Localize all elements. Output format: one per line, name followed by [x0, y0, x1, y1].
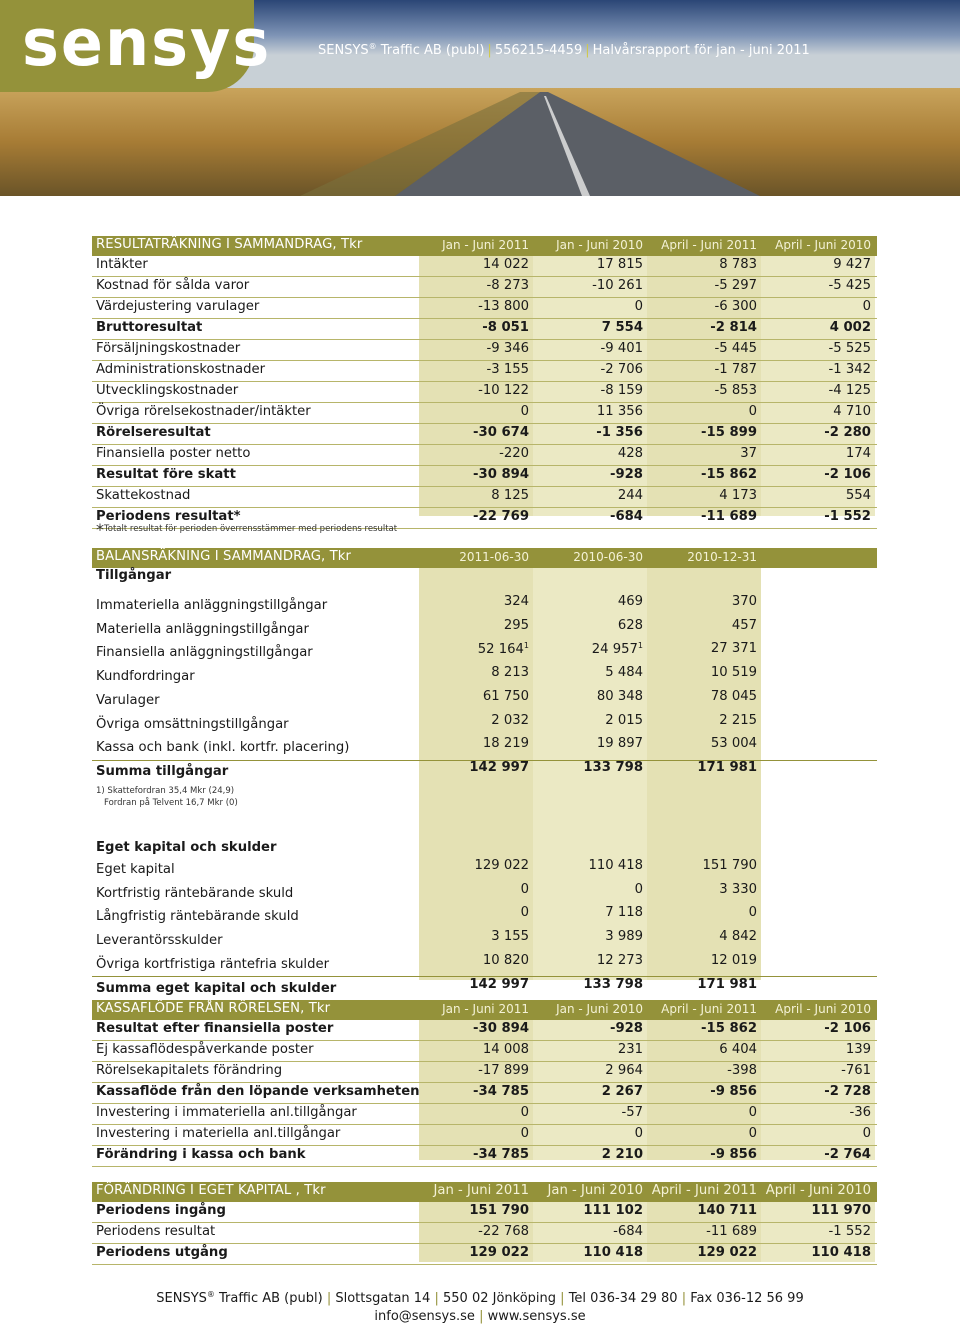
table-title: RESULTATRÄKNING I SAMMANDRAG, Tkr — [96, 237, 363, 252]
row-value: 0 — [520, 905, 529, 921]
table-row — [92, 977, 877, 1001]
row-label: Kortfristig räntebärande skuld — [96, 885, 294, 901]
row-label: Periodens utgång — [96, 1245, 228, 1260]
table-row — [92, 1125, 877, 1146]
row-value: 231 — [617, 1042, 643, 1057]
row-value: 111 970 — [811, 1203, 871, 1218]
row-value: 8 213 — [491, 665, 529, 681]
row-value: 2 015 — [605, 712, 643, 728]
row-value: -9 856 — [710, 1147, 757, 1162]
table-row — [92, 836, 877, 860]
table-body — [92, 568, 877, 996]
balance-note-1: 1) Skattefordran 35,4 Mkr (24,9) — [96, 786, 235, 796]
row-value: -17 899 — [478, 1063, 529, 1078]
table-header — [92, 1182, 877, 1202]
table-row — [92, 929, 877, 953]
footnote-ref: 1 — [637, 641, 643, 651]
row-value: 151 790 — [469, 1203, 529, 1218]
row-value: -1 552 — [828, 1224, 871, 1239]
row-value: -10 122 — [478, 383, 529, 398]
column-header: 2010-06-30 — [573, 550, 643, 564]
row-value: 0 — [634, 881, 643, 897]
row-value: 18 219 — [482, 736, 529, 752]
row-value: 9 427 — [833, 257, 871, 272]
sensys-logo: sensys — [22, 4, 272, 81]
row-value: -34 785 — [473, 1147, 529, 1162]
row-value: 428 — [617, 446, 643, 461]
table-row — [92, 713, 877, 737]
row-value: 244 — [617, 488, 643, 503]
row-value: -5 445 — [714, 341, 757, 356]
row-value: -684 — [609, 509, 643, 524]
column-header: 2011-06-30 — [459, 550, 529, 564]
row-value: 27 371 — [710, 641, 757, 657]
row-value: 52 $164^1$ — [477, 641, 529, 658]
row-value: -4 125 — [828, 383, 871, 398]
row-value: 110 418 — [588, 858, 643, 873]
row-value: 0 — [748, 404, 757, 419]
row-label: Värdejustering varulager — [96, 299, 260, 314]
row-value: -5 853 — [714, 383, 757, 398]
table-row — [92, 319, 877, 340]
row-label: Intäkter — [96, 257, 148, 272]
row-value: 8 783 — [719, 257, 757, 272]
row-value: 142 997 — [469, 976, 529, 992]
table-row — [92, 382, 877, 403]
table-row — [92, 340, 877, 361]
row-label: Resultat efter finansiella poster — [96, 1021, 334, 1036]
column-header: Jan - Juni 2011 — [433, 1183, 529, 1198]
row-value: 17 815 — [596, 257, 643, 272]
column-header: April - Juni 2010 — [765, 1183, 871, 1198]
table-row — [92, 256, 877, 277]
table-title: BALANSRÄKNING I SAMMANDRAG, Tkr — [96, 549, 352, 564]
row-value: 37 — [740, 446, 757, 461]
table-title: FÖRÄNDRING I EGET KAPITAL , Tkr — [96, 1183, 326, 1198]
row-value: -36 — [849, 1105, 871, 1120]
table-row — [92, 665, 877, 689]
row-value: -15 862 — [701, 1021, 757, 1036]
row-value: -220 — [499, 446, 529, 461]
row-value: 554 — [845, 488, 871, 503]
row-value: 142 997 — [469, 759, 529, 775]
row-value: 110 418 — [583, 1245, 643, 1260]
row-value: -1 342 — [828, 362, 871, 377]
row-value: -928 — [609, 467, 643, 482]
row-value: 4 173 — [719, 488, 757, 503]
row-label: Rörelseresultat — [96, 425, 211, 440]
row-value: 129 022 — [697, 1245, 757, 1260]
row-value: 133 798 — [583, 759, 643, 775]
row-value: -2 764 — [824, 1147, 871, 1162]
table-row — [92, 424, 877, 445]
row-label: Periodens resultat — [96, 1224, 216, 1239]
income-footnote: *Totalt resultat för perioden överrensstämmer med periodens resultat — [96, 520, 398, 539]
row-label: Investering i materiella anl.tillgångar — [96, 1126, 341, 1141]
row-value: -761 — [841, 1063, 871, 1078]
row-value: 469 — [617, 594, 643, 609]
table-row — [92, 403, 877, 424]
row-value: -8 051 — [482, 320, 529, 335]
row-label: Administrationskostnader — [96, 362, 265, 377]
footer-web-link[interactable]: www.sensys.se — [487, 1309, 586, 1324]
row-value: 7 554 — [601, 320, 643, 335]
row-value: 6 404 — [719, 1042, 757, 1057]
row-value: -30 674 — [473, 425, 529, 440]
table-row — [92, 564, 877, 588]
row-value: -30 894 — [473, 467, 529, 482]
row-value: 133 798 — [583, 976, 643, 992]
table-row — [92, 905, 877, 929]
row-value: -57 — [621, 1105, 643, 1120]
table-header — [92, 1000, 877, 1020]
row-value: 80 348 — [596, 688, 643, 704]
row-value: -9 346 — [486, 341, 529, 356]
column-header: April - Juni 2010 — [775, 1002, 871, 1016]
balance-sheet-table — [92, 548, 877, 996]
row-value: -2 706 — [600, 362, 643, 377]
row-value: 11 356 — [596, 404, 643, 419]
row-label: Kassaflöde från den löpande verksamheten — [96, 1084, 420, 1099]
row-value: -1 356 — [596, 425, 643, 440]
row-value: -1 787 — [714, 362, 757, 377]
row-value: 5 484 — [605, 665, 643, 681]
row-value: 3 155 — [491, 929, 529, 945]
footnote-ref: 1 — [523, 641, 529, 651]
table-row — [92, 736, 877, 761]
row-value: -398 — [727, 1063, 757, 1078]
column-header: April - Juni 2010 — [775, 238, 871, 252]
row-value: 0 — [634, 1126, 643, 1141]
table-row — [92, 1083, 877, 1104]
row-value: 4 002 — [829, 320, 871, 335]
table-row — [92, 466, 877, 487]
row-value: 2 032 — [491, 712, 529, 728]
income-statement-table — [92, 236, 877, 529]
header-info: SENSYS® Traffic AB (publ) | 556215-4459 | Halvårsrapport för jan - juni 2011 — [318, 42, 810, 58]
table-header — [92, 236, 877, 256]
table-body — [92, 256, 877, 529]
row-label: Tillgångar — [96, 568, 172, 583]
row-value: 12 273 — [596, 952, 643, 968]
row-label: Kassa och bank (inkl. kortfr. placering) — [96, 740, 350, 756]
row-label: Övriga omsättningstillgångar — [96, 716, 289, 732]
row-value: 7 118 — [605, 905, 643, 921]
row-value: 19 897 — [596, 736, 643, 752]
row-value: 140 711 — [697, 1203, 757, 1218]
row-label: Skattekostnad — [96, 488, 191, 503]
row-value: -9 856 — [710, 1084, 757, 1099]
row-value: -684 — [613, 1224, 643, 1239]
row-value: -9 401 — [600, 341, 643, 356]
column-header: Jan - Juni 2010 — [556, 1002, 643, 1016]
row-value: 2 964 — [605, 1063, 643, 1078]
row-value: 174 — [845, 446, 871, 461]
row-value: 3 989 — [605, 929, 643, 945]
row-label: Kostnad för sålda varor — [96, 278, 250, 293]
table-row — [92, 858, 877, 882]
row-value: 4 842 — [719, 929, 757, 945]
row-label: Bruttoresultat — [96, 320, 203, 335]
row-label: Finansiella poster netto — [96, 446, 251, 461]
table-row — [92, 953, 877, 978]
table-row — [92, 1020, 877, 1041]
row-label: Summa eget kapital och skulder — [96, 980, 337, 996]
row-label: Övriga rörelsekostnader/intäkter — [96, 404, 311, 419]
row-value: -2 106 — [824, 467, 871, 482]
row-label: Långfristig räntebärande skuld — [96, 909, 299, 925]
table-row — [92, 594, 877, 618]
row-value: 2 267 — [601, 1084, 643, 1099]
table-row — [92, 487, 877, 508]
table-row — [92, 1202, 877, 1223]
row-label: Eget kapital — [96, 862, 175, 877]
row-value: -15 899 — [701, 425, 757, 440]
row-value: 0 — [520, 1126, 529, 1141]
table-body — [92, 1202, 877, 1265]
row-value: 53 004 — [710, 736, 757, 752]
table-body — [92, 1020, 877, 1167]
table-row — [92, 760, 877, 784]
table-row — [92, 298, 877, 319]
row-value: 12 019 — [710, 952, 757, 968]
row-value: -2 106 — [824, 1021, 871, 1036]
row-value: 0 — [862, 1126, 871, 1141]
row-value: 111 102 — [583, 1203, 643, 1218]
row-value: 628 — [617, 617, 643, 633]
row-value: -34 785 — [473, 1084, 529, 1099]
equity-change-table — [92, 1182, 877, 1265]
row-value: 129 022 — [474, 858, 529, 873]
row-value: -11 689 — [701, 509, 757, 524]
column-header: 2010-12-31 — [687, 550, 757, 564]
row-value: 0 — [520, 404, 529, 419]
column-header: Jan - Juni 2011 — [442, 238, 529, 252]
row-value: 0 — [634, 299, 643, 314]
column-header: Jan - Juni 2010 — [556, 238, 643, 252]
row-value: -13 800 — [478, 299, 529, 314]
row-label: Övriga kortfristiga räntefria skulder — [96, 956, 329, 972]
row-value: 10 519 — [710, 665, 757, 681]
row-label: Resultat före skatt — [96, 467, 236, 482]
table-row — [92, 361, 877, 382]
row-value: -928 — [609, 1021, 643, 1036]
row-label: Kundfordringar — [96, 669, 195, 685]
row-label: Förändring i kassa och bank — [96, 1147, 306, 1162]
footer-email-link[interactable]: info@sensys.se — [374, 1309, 475, 1324]
row-value: 129 022 — [469, 1245, 529, 1260]
row-label: Utvecklingskostnader — [96, 383, 239, 398]
row-value: 4 710 — [833, 404, 871, 419]
row-label: Leverantörsskulder — [96, 933, 223, 949]
row-value: 8 125 — [491, 488, 529, 503]
table-row — [92, 1062, 877, 1083]
row-value: -1 552 — [824, 509, 871, 524]
row-value: 0 — [748, 1105, 757, 1120]
row-label: Eget kapital och skulder — [96, 840, 277, 855]
table-row — [92, 445, 877, 466]
column-header: Jan - Juni 2010 — [547, 1183, 643, 1198]
row-label: Periodens resultat* — [96, 509, 241, 524]
column-header: April - Juni 2011 — [661, 1002, 757, 1016]
row-value: 151 790 — [702, 858, 757, 873]
column-header: Jan - Juni 2011 — [442, 1002, 529, 1016]
row-value: -8 159 — [600, 383, 643, 398]
row-value: -30 894 — [473, 1021, 529, 1036]
row-value: 110 418 — [811, 1245, 871, 1260]
row-value: 78 045 — [710, 688, 757, 704]
row-value: 14 022 — [482, 257, 529, 272]
row-label: Immateriella anläggningstillgångar — [96, 598, 328, 613]
row-label: Periodens ingång — [96, 1203, 226, 1218]
row-value: -22 769 — [473, 509, 529, 524]
row-value: -6 300 — [714, 299, 757, 314]
table-row — [92, 641, 877, 665]
row-label: Materiella anläggningstillgångar — [96, 621, 309, 637]
footer-contact: info@sensys.se | www.sensys.se — [374, 1309, 586, 1324]
row-value: -2 728 — [824, 1084, 871, 1099]
row-label: Ej kassaflödespåverkande poster — [96, 1042, 314, 1057]
row-value: -2 280 — [824, 425, 871, 440]
header-org-nr: 556215-4459 — [494, 43, 583, 58]
header-company: SENSYS — [318, 43, 369, 58]
row-value: 2 210 — [601, 1147, 643, 1162]
row-value: -8 273 — [486, 278, 529, 293]
row-value: 61 750 — [482, 688, 529, 704]
row-value: 24 $957^1$ — [591, 641, 643, 658]
row-value: 171 981 — [697, 976, 757, 992]
row-label: Varulager — [96, 692, 160, 708]
row-value: 370 — [731, 594, 757, 609]
table-title: KASSAFLÖDE FRÅN RÖRELSEN, Tkr — [96, 1001, 331, 1016]
table-row — [92, 618, 877, 642]
row-label: Rörelsekapitalets förändring — [96, 1063, 283, 1078]
column-header: April - Juni 2011 — [661, 238, 757, 252]
table-row — [92, 689, 877, 713]
row-value: 0 — [520, 881, 529, 897]
row-value: 139 — [845, 1042, 871, 1057]
balance-note-2: Fordran på Telvent 16,7 Mkr (0) — [104, 798, 238, 808]
table-row — [92, 1041, 877, 1062]
row-value: 324 — [503, 594, 529, 609]
table-row — [92, 1244, 877, 1265]
cashflow-table — [92, 1000, 877, 1167]
footer-address: SENSYS® Traffic AB (publ) | Slottsgatan 14 | 550 02 Jönköping | Tel 036-34 29 80 | Fax 036-12 56 99 — [156, 1290, 804, 1306]
row-label: Investering i immateriella anl.tillgångar — [96, 1105, 357, 1120]
table-row — [92, 1104, 877, 1125]
row-value: 2 215 — [719, 712, 757, 728]
column-header: April - Juni 2011 — [651, 1183, 757, 1198]
row-value: -10 261 — [592, 278, 643, 293]
row-value: -5 425 — [828, 278, 871, 293]
table-row — [92, 1146, 877, 1167]
row-value: 0 — [748, 905, 757, 921]
table-row — [92, 1223, 877, 1244]
row-value: -22 768 — [478, 1224, 529, 1239]
header-company-rest: Traffic AB (publ) — [380, 43, 485, 58]
row-label: Försäljningskostnader — [96, 341, 241, 356]
row-value: -2 814 — [710, 320, 757, 335]
row-label: Finansiella anläggningstillgångar — [96, 645, 313, 661]
row-label: Summa tillgångar — [96, 763, 229, 779]
row-value: 171 981 — [697, 759, 757, 775]
row-value: 295 — [503, 617, 529, 633]
header-report-title: Halvårsrapport för jan - juni 2011 — [592, 43, 810, 58]
row-value: -5 297 — [714, 278, 757, 293]
row-value: -3 155 — [486, 362, 529, 377]
row-value: 0 — [862, 299, 871, 314]
row-value: 0 — [748, 1126, 757, 1141]
table-row — [92, 882, 877, 906]
row-value: -11 689 — [706, 1224, 757, 1239]
row-value: 457 — [731, 617, 757, 633]
row-value: 0 — [520, 1105, 529, 1120]
row-value: 3 330 — [719, 881, 757, 897]
row-value: -5 525 — [828, 341, 871, 356]
row-value: 10 820 — [482, 952, 529, 968]
row-value: 14 008 — [482, 1042, 529, 1057]
row-value: -15 862 — [701, 467, 757, 482]
header-banner — [0, 0, 960, 196]
table-row — [92, 277, 877, 298]
